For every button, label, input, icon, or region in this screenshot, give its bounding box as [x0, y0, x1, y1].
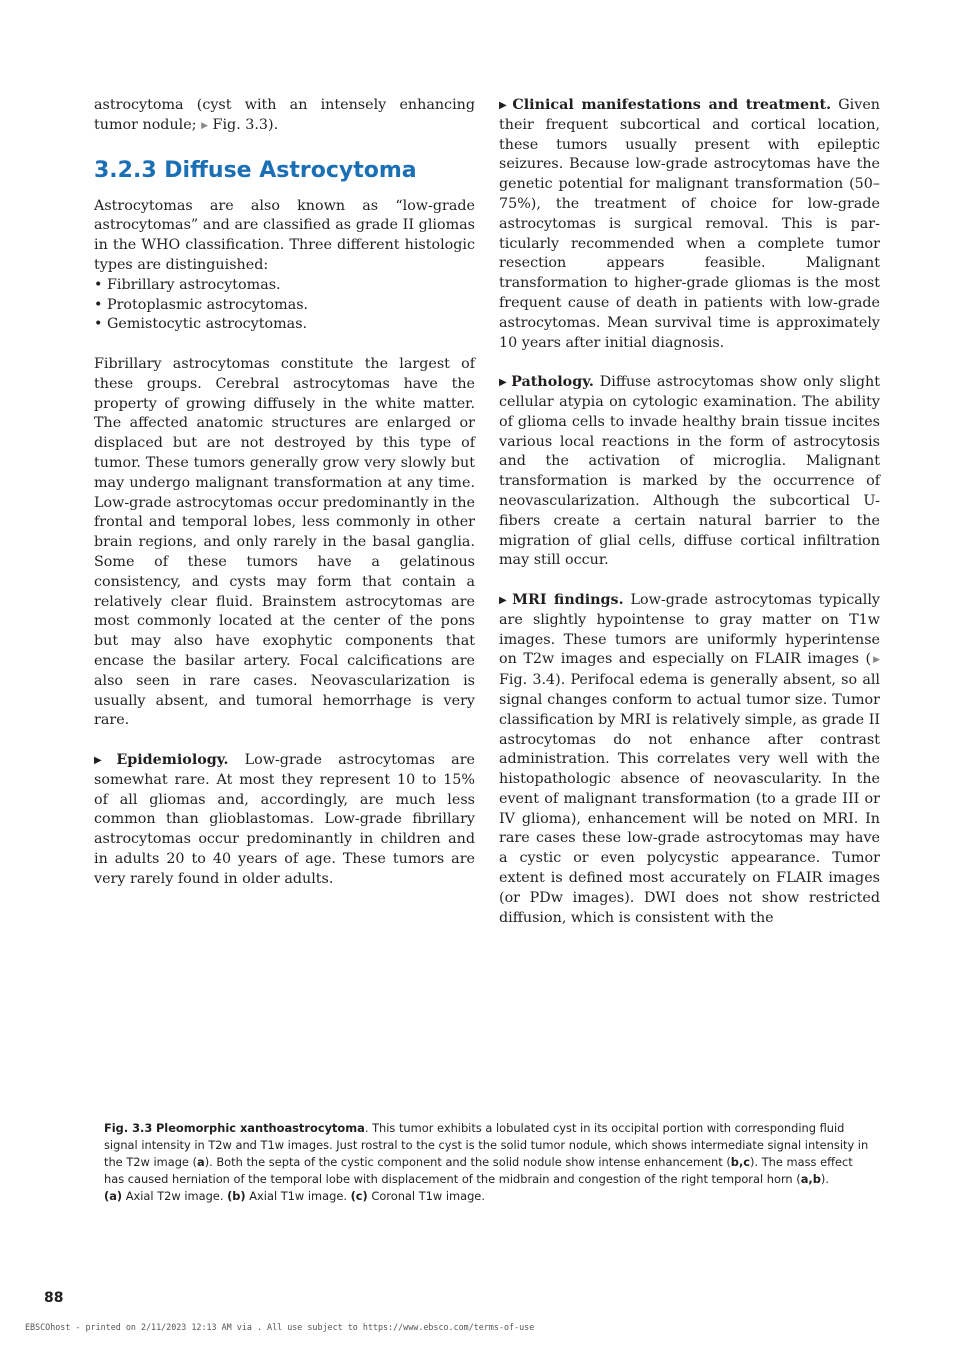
left-column [94, 96, 475, 889]
list-item: • Gemistocytic astrocytomas. [94, 316, 308, 333]
caption-label: Fig. 3.3 [104, 1121, 153, 1135]
xref-arrow-icon: ▶ [201, 120, 208, 131]
caption-title: Pleomorphic xanthoastrocytoma [155, 1121, 365, 1135]
triangle-bullet-icon: ▶ [499, 594, 510, 606]
intro-paragraph: astrocytoma (cyst with an intensely enhancing tumor nodule; ▶ Fig. 3.3). [94, 97, 475, 133]
print-footer: EBSCOhost - printed on 2/11/2023 12:13 AM via . All use subject to https://www.ebsco.com/terms-of-use [25, 1322, 535, 1332]
list-item: • Protoplasmic astrocytomas. [94, 296, 309, 313]
types-list [94, 276, 475, 335]
pathology-paragraph: ▶ Pathology. Diffuse astrocytomas show only slight cellular atypia on cytologic examination. The ability of glioma cells to invade healthy brain tissue incites various local reactions in the form of astrocytosis and the activation of microglia. Malignant transformation is marked by the occurrence of neovascularization. Although the subcortical U-fibers create a certain natural barrier to the migration of glial cells, diffuse cortical infiltration may still occur. [499, 374, 880, 569]
right-column [499, 96, 880, 928]
run-in-heading: MRI findings. [512, 591, 624, 608]
clinical-paragraph: ▶ Clinical manifestations and treatment. Given their frequent subcortical and cortical location, these tumors usually present with epileptic seizures. Because low-grade astrocytomas have the genetic potential for malignant transformation (50–75%), the treatment of choice for low-grade astrocytomas is surgical removal. This is particularly recommended when a complete tumor resection appears feasible. Malignant transformation to higher-grade gliomas is the most frequent cause of death in patients with low-grade astrocytomas. Mean survival time is approximately 10 years after initial diagnosis. [499, 97, 880, 351]
epidemiology-paragraph: ▶ Epidemiology. Low-grade astrocytomas are somewhat rare. At most they represent 10 to 15% of all gliomas and, accordingly, are much less common than glioblastomas. Low-grade fibrillary astrocytomas occur predominantly in children and in adults 20 to 40 years of age. These tumors are very rarely found in older adults. [94, 751, 476, 887]
triangle-bullet-icon: ▶ [499, 377, 509, 389]
run-in-heading: Pathology. [511, 374, 594, 391]
triangle-bullet-icon: ▶ [499, 100, 510, 111]
figure-link[interactable]: Fig. 3.3 [212, 116, 269, 133]
triangle-bullet-icon: ▶ [94, 754, 114, 766]
body-paragraph: Astrocytomas are also known as “low-grade astrocytomas” and are classified as grade II gliomas in the WHO classification. Three different histologic types are distinguished: [94, 197, 475, 273]
section-heading: 3.2.3 Diffuse Astrocytoma [94, 157, 417, 183]
list-item: • Fibrillary astrocytomas. [94, 276, 281, 293]
xref-arrow-icon: ▶ [871, 655, 880, 666]
figure-link[interactable]: Fig. 3.4 [499, 672, 556, 689]
mri-paragraph: ▶ MRI findings. Low-grade astrocytomas typically are slightly hypointense to gray matter on T1w images. These tumors are uniformly hyperintense on T2w images and especially on FLAIR images (▶ Fig. 3.4). Perifocal edema is generally absent, so all signal changes conform to actual tumor size. Tumor classification by MRI is relatively simple, as grade II astrocytomas do not enhance after contrast administration. This correlates very well with the histopathologic absence of neovascularity. In the event of malignant transformation (to a grade III or IV glioma), enhancement will be noted on MRI. In rare cases these low-grade astrocytomas may have a cystic or even polycystic appearance. Tumor extent is defined most accurately on FLAIR images (or PDw images). DWI does not show restricted diffusion, which is consistent with the [499, 591, 880, 926]
run-in-heading: Clinical manifestations and treatment. [512, 97, 832, 113]
page-number: 88 [44, 1290, 64, 1306]
figure-caption: Fig. 3.3 Pleomorphic xanthoastrocytoma. This tumor exhibits a lobulated cyst in its occipital portion with corresponding fluid signal intensity in T2w and T1w images. Just rostral to the cyst is the solid tumor nodule, which shows intermediate signal intensity in the T2w image (a). Both the septa of the cystic component and the solid nodule show intense enhancement (b,c). The mass effect has caused herniation of the temporal lobe with displacement of the midbrain and congestion of the right temporal horn (a,b). (a) Axial T2w image. (b) Axial T1w image. (c) Coronal T1w image. [104, 1121, 869, 1203]
body-paragraph: Fibrillary astrocytomas constitute the largest of these groups. Cerebral astrocytomas have the property of growing diffusely in the white matter. The affected anatomic structures are enlarged or displaced but are not destroyed by this type of tumor. These tumors generally grow very slowly but may undergo malignant transformation at any time. Low-grade astrocytomas occur predominantly in the frontal and temporal lobes, less commonly in other brain regions, and only rarely in the basal ganglia. Some of these tumors have a gelatinous consistency, and cysts may form that contain a relatively clear fluid. Brainstem astrocytomas are most commonly located at the center of the pons but may also have exophytic components that encase the basilar artery. Focal calcifications are also seen in rare cases. Neovascularization is usually absent, and tumoral hemorrhage is very rare. [94, 355, 475, 729]
run-in-heading: Epidemiology. [116, 751, 229, 768]
